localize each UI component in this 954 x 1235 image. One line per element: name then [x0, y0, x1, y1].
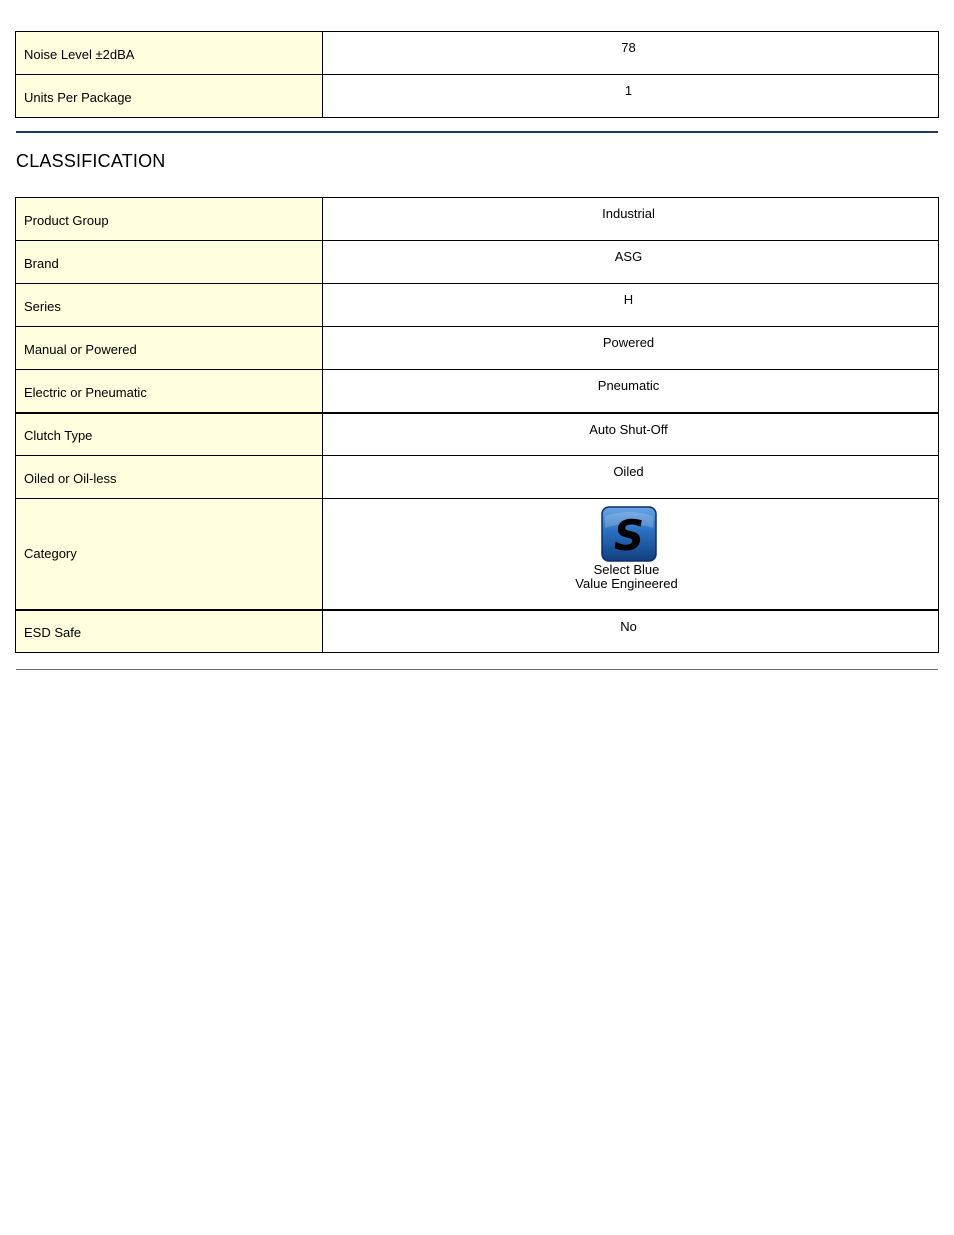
- spec-value: 78: [323, 32, 939, 75]
- spec-row-product-group: [16, 198, 939, 241]
- section-divider: [16, 669, 938, 670]
- spec-value: Oiled: [323, 456, 939, 499]
- spec-label: Manual or Powered: [16, 327, 323, 370]
- classification-spec-table: [15, 197, 939, 653]
- spec-value: Industrial: [323, 198, 939, 241]
- spec-value: No: [323, 610, 939, 653]
- spec-row-units-per-package: [16, 75, 939, 118]
- classification-heading: CLASSIFICATION: [16, 151, 166, 171]
- spec-row-electric-or-pneumatic: [16, 370, 939, 413]
- spec-label: Category: [16, 499, 323, 610]
- spec-row-brand: [16, 241, 939, 284]
- spec-row-category: [16, 499, 939, 610]
- spec-row-noise-level: [16, 32, 939, 75]
- spec-row-manual-or-powered: [16, 327, 939, 370]
- spec-row-clutch-type: [16, 413, 939, 456]
- spec-value: 1: [323, 75, 939, 118]
- spec-label: Product Group: [16, 198, 323, 241]
- spec-row-esd-safe: [16, 610, 939, 653]
- spec-row-series: [16, 284, 939, 327]
- spec-label: ESD Safe: [16, 610, 323, 653]
- spec-label: Oiled or Oil-less: [16, 456, 323, 499]
- spec-label: Clutch Type: [16, 413, 323, 456]
- spec-value-category: [323, 499, 939, 610]
- spec-value: Auto Shut-Off: [323, 413, 939, 456]
- spec-value: Pneumatic: [323, 370, 939, 413]
- spec-label: Series: [16, 284, 323, 327]
- spec-value: Powered: [323, 327, 939, 370]
- performance-spec-table: [15, 31, 939, 118]
- category-line-2: Value Engineered: [575, 576, 678, 591]
- spec-label: Brand: [16, 241, 323, 284]
- spec-label: Units Per Package: [16, 75, 323, 118]
- spec-label: Noise Level ±2dBA: [16, 32, 323, 75]
- spec-value: H: [323, 284, 939, 327]
- select-blue-s-badge-icon: [601, 506, 657, 562]
- section-divider: [16, 131, 938, 133]
- spec-label: Electric or Pneumatic: [16, 370, 323, 413]
- spec-value: ASG: [323, 241, 939, 284]
- svg-text:S: S: [613, 511, 644, 560]
- spec-row-oiled-or-oil-less: [16, 456, 939, 499]
- category-line-1: Select Blue: [593, 562, 660, 577]
